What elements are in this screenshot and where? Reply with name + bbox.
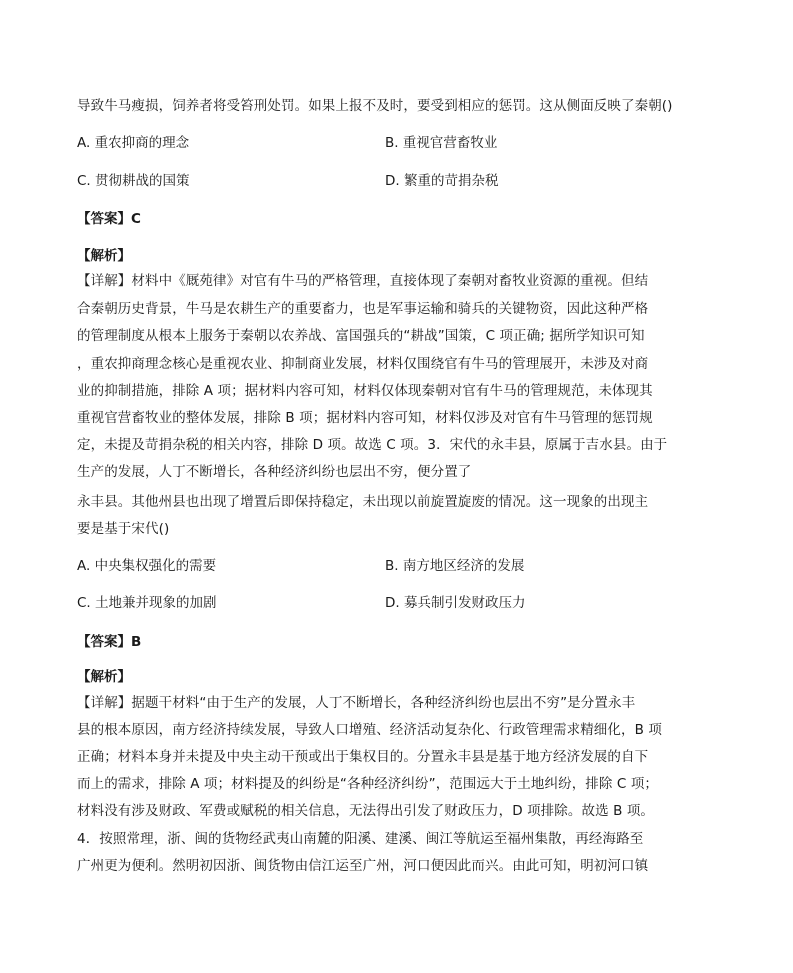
q2-detail-line: 合秦朝历史背景，牛马是农耕生产的重要畜力，也是军事运输和骑兵的关键物资，因此这种严格 <box>77 301 649 317</box>
q3-option-c: C. 土地兼并现象的加剧 <box>77 595 217 611</box>
q3-stem-line: 永丰县。其他州县也出现了增置后即保持稳定，未出现以前旋置旋废的情况。这一现象的出现主 <box>77 494 649 510</box>
q2-detail-line: 生产的发展，人丁不断增长，各种经济纠纷也层出不穷，便分置了 <box>77 464 472 480</box>
q3-detail-line: 而上的需求，排除 A 项；材料提及的纠纷是“各种经济纠纷”，范围远大于土地纠纷，排除 C 项； <box>77 776 659 792</box>
q4-stem-line: 广州更为便利。然明初因浙、闽货物由信江运至广州，河口便因此而兴。由此可知，明初河口镇 <box>77 858 649 874</box>
q3-detail-line: 【详解】据题干材料“由于生产的发展，人丁不断增长，各种经济纠纷也层出不穷”是分置永丰 <box>77 695 636 711</box>
q2-answer: 【答案】C <box>77 211 141 227</box>
q2-detail-line: ，重农抑商理念核心是重视农业、抑制商业发展，材料仅围绕官有牛马的管理展开，未涉及对商 <box>77 356 649 372</box>
q3-answer: 【答案】B <box>77 634 142 650</box>
q3-option-a: A. 中央集权强化的需要 <box>77 558 217 574</box>
q2-detail-line: 业的抑制措施，排除 A 项；据材料内容可知，材料仅体现秦朝对官有牛马的管理规范，未体现其 <box>77 383 653 399</box>
q2-option-b: B. 重视官营畜牧业 <box>385 135 498 151</box>
q3-option-d: D. 募兵制引发财政压力 <box>385 595 526 611</box>
q3-stem-line: 要是基于宋代() <box>77 521 170 537</box>
q2-stem-tail: 导致牛马瘦损，饲养者将受笞刑处罚。如果上报不及时，要受到相应的惩罚。这从侧面反映了秦朝() <box>77 98 673 114</box>
q2-option-a: A. 重农抑商的理念 <box>77 135 190 151</box>
q2-detail-line: 【详解】材料中《厩苑律》对官有牛马的严格管理，直接体现了秦朝对畜牧业资源的重视。但结 <box>77 273 649 289</box>
q3-analysis-label: 【解析】 <box>77 669 131 685</box>
q2-detail-line: 的管理制度从根本上服务于秦朝以农养战、富国强兵的“耕战”国策，C 项正确; 据所学知识可知 <box>77 328 645 344</box>
q2-detail-line: 定，未提及苛捐杂税的相关内容，排除 D 项。故选 C 项。3．宋代的永丰县，原属于吉水县。由于 <box>77 437 668 453</box>
q3-detail-line: 县的根本原因，南方经济持续发展，导致人口增殖、经济活动复杂化、行政管理需求精细化，B 项 <box>77 722 662 738</box>
q2-option-c: C. 贯彻耕战的国策 <box>77 173 190 189</box>
q2-analysis-label: 【解析】 <box>77 248 131 264</box>
q3-option-b: B. 南方地区经济的发展 <box>385 558 525 574</box>
q2-option-d: D. 繁重的苛捐杂税 <box>385 173 499 189</box>
q3-detail-line: 材料没有涉及财政、军费或赋税的相关信息，无法得出引发了财政压力，D 项排除。故选 B 项。 <box>77 803 655 819</box>
q2-detail-line: 重视官营畜牧业的整体发展，排除 B 项；据材料内容可知，材料仅涉及对官有牛马管理的惩罚规 <box>77 410 653 426</box>
q3-detail-line: 正确；材料本身并未提及中央主动干预或出于集权目的。分置永丰县是基于地方经济发展的自下 <box>77 749 649 765</box>
q4-stem-line: 4．按照常理，浙、闽的货物经武夷山南麓的阳溪、建溪、闽江等航运至福州集散，再经海路至 <box>77 831 644 847</box>
